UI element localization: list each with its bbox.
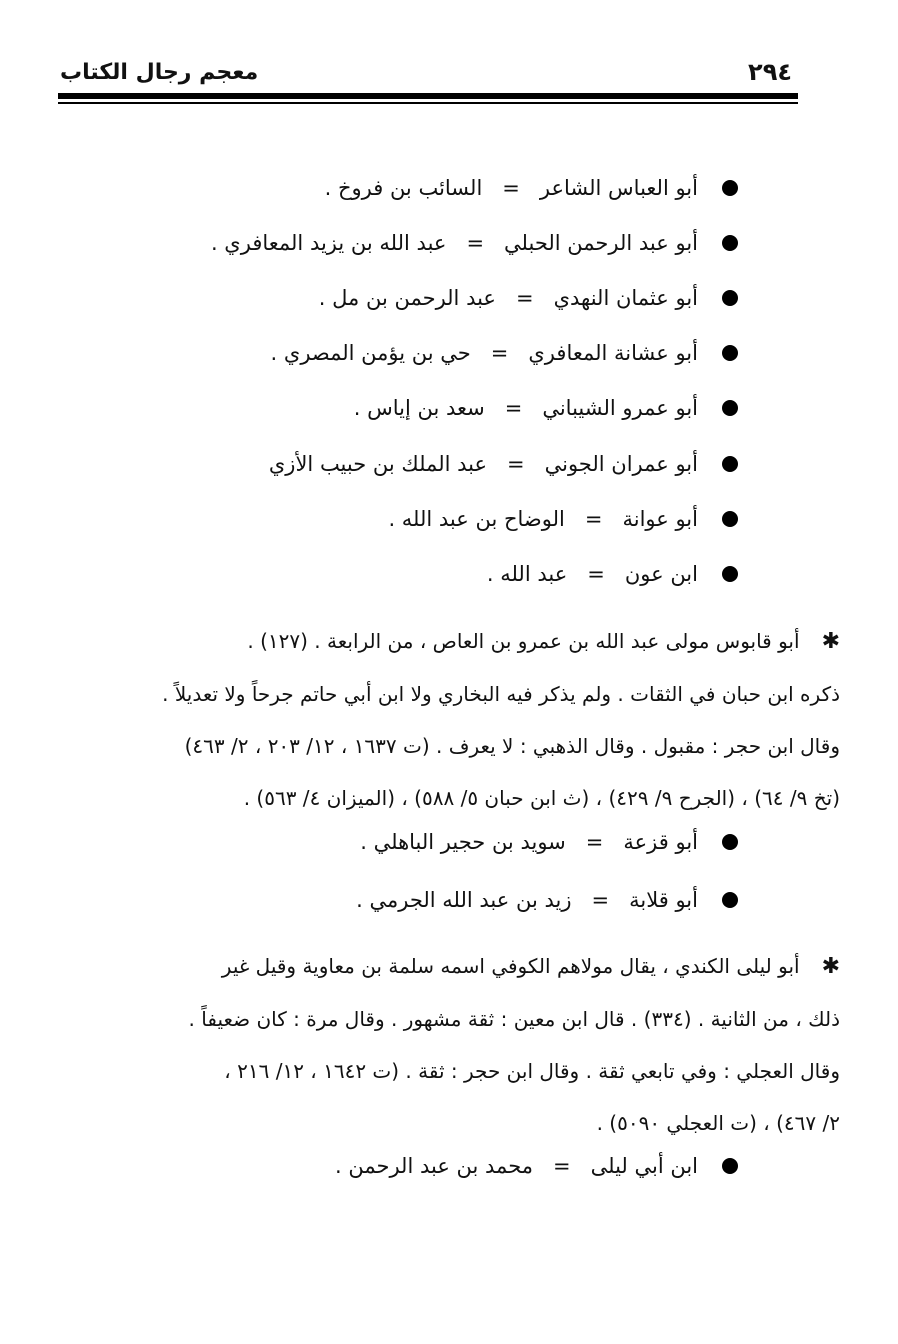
- full-name-text: زيد بن عبد الله الجرمي .: [356, 888, 572, 912]
- header-rule-thin: [58, 102, 798, 104]
- equals-sign: =: [490, 341, 509, 365]
- bullet-icon: [722, 511, 738, 527]
- note-text: أبو قابوس مولى عبد الله بن عمرو بن العاص ، من الرابعة . (١٢٧) .: [247, 629, 800, 653]
- full-name-text: سويد بن حجير الباهلي .: [360, 830, 566, 854]
- kunya-text: أبو العباس الشاعر: [539, 176, 698, 200]
- bullet-icon: [722, 834, 738, 850]
- bullet-icon: [722, 892, 738, 908]
- bullet-icon: [722, 235, 738, 251]
- cross-reference-entry: [269, 452, 738, 476]
- asterisk-icon: ✱: [821, 629, 840, 654]
- equals-sign: =: [466, 231, 485, 255]
- running-header: [58, 58, 798, 98]
- bullet-icon: [722, 180, 738, 196]
- kunya-text: أبو عمران الجوني: [544, 452, 698, 476]
- equals-sign: =: [553, 1154, 571, 1178]
- kunya-text: ابن عون: [624, 562, 698, 586]
- bullet-icon: [722, 456, 738, 472]
- equals-sign: =: [584, 507, 603, 531]
- full-name-text: عبد الله .: [486, 562, 568, 586]
- kunya-text: أبو قزعة: [623, 830, 698, 854]
- bullet-icon: [722, 290, 738, 306]
- cross-reference-entry: [354, 396, 738, 420]
- biography-note: [60, 940, 840, 1149]
- equals-sign: =: [502, 176, 520, 200]
- full-name-text: عبد الله بن يزيد المعافري .: [210, 231, 447, 255]
- bullet-icon: [722, 1158, 738, 1174]
- note-line: (تخ ٩/ ٦٤) ، (الجرح ٩/ ٤٢٩) ، (ث ابن حبان ٥/ ٥٨٨) ، (الميزان ٤/ ٥٦٣) .: [243, 786, 840, 810]
- full-name-text: الوضاح بن عبد الله .: [388, 507, 565, 531]
- cross-reference-entry: [356, 888, 738, 912]
- equals-sign: =: [515, 286, 534, 310]
- equals-sign: =: [587, 562, 605, 586]
- full-name-text: حي بن يؤمن المصري .: [270, 341, 471, 365]
- note-line: وقال العجلي : وفي تابعي ثقة . وقال ابن حجر : ثقة . (ت ١٦٤٢ ، ١٢/ ٢١٦ ،: [224, 1059, 840, 1083]
- kunya-text: ابن أبي ليلى: [590, 1154, 698, 1178]
- cross-reference-entry: [325, 176, 738, 200]
- header-rule-thick: [58, 93, 798, 99]
- full-name-text: عبد الرحمن بن مل .: [318, 286, 496, 310]
- cross-reference-entry: [319, 286, 738, 310]
- note-line: ذكره ابن حبان في الثقات . ولم يذكر فيه البخاري ولا ابن أبي حاتم جرحاً ولا تعديلاً .: [162, 682, 840, 706]
- note-line: ٢/ ٤٦٧) ، (ت العجلي ٥٠٩٠) .: [596, 1111, 840, 1135]
- kunya-text: أبو عمرو الشيباني: [542, 396, 698, 420]
- full-name-text: عبد الملك بن حبيب الأزي: [268, 452, 487, 476]
- equals-sign: =: [591, 888, 610, 912]
- kunya-text: أبو عبد الرحمن الحبلي: [504, 231, 698, 255]
- note-line: ذلك ، من الثانية . (٣٣٤) . قال ابن معين : ثقة مشهور . وقال مرة : كان ضعيفاً .: [188, 1007, 840, 1031]
- biography-note: [60, 615, 840, 824]
- cross-reference-entry: [271, 341, 738, 365]
- bullet-icon: [722, 566, 738, 582]
- note-line: وقال ابن حجر : مقبول . وقال الذهبي : لا يعرف . (ت ١٦٣٧ ، ١٢/ ٢٠٣ ، ٢/ ٤٦٣): [184, 734, 840, 758]
- kunya-text: أبو قلابة: [629, 888, 698, 912]
- cross-reference-entry: [211, 231, 738, 255]
- cross-reference-entry: [388, 507, 738, 531]
- full-name-text: سعد بن إياس .: [353, 396, 485, 420]
- bullet-icon: [722, 400, 738, 416]
- note-line: [60, 940, 840, 993]
- cross-reference-entry: [487, 562, 738, 586]
- full-name-text: محمد بن عبد الرحمن .: [335, 1154, 533, 1178]
- equals-sign: =: [507, 452, 525, 476]
- asterisk-icon: ✱: [821, 954, 840, 979]
- kunya-text: أبو عشانة المعافري: [528, 341, 698, 365]
- equals-sign: =: [504, 396, 523, 420]
- cross-reference-entry: [335, 1154, 738, 1178]
- page-number: ٢٩٤: [748, 58, 792, 86]
- cross-reference-entry: [360, 830, 738, 854]
- kunya-text: أبو عوانة: [622, 507, 698, 531]
- book-title: معجم رجال الكتاب: [60, 60, 259, 85]
- note-line: [60, 615, 840, 668]
- full-name-text: السائب بن فروخ .: [324, 176, 483, 200]
- bullet-icon: [722, 345, 738, 361]
- equals-sign: =: [585, 830, 604, 854]
- kunya-text: أبو عثمان النهدي: [553, 286, 698, 310]
- note-text: أبو ليلى الكندي ، يقال مولاهم الكوفي اسمه سلمة بن معاوية وقيل غير: [221, 954, 800, 978]
